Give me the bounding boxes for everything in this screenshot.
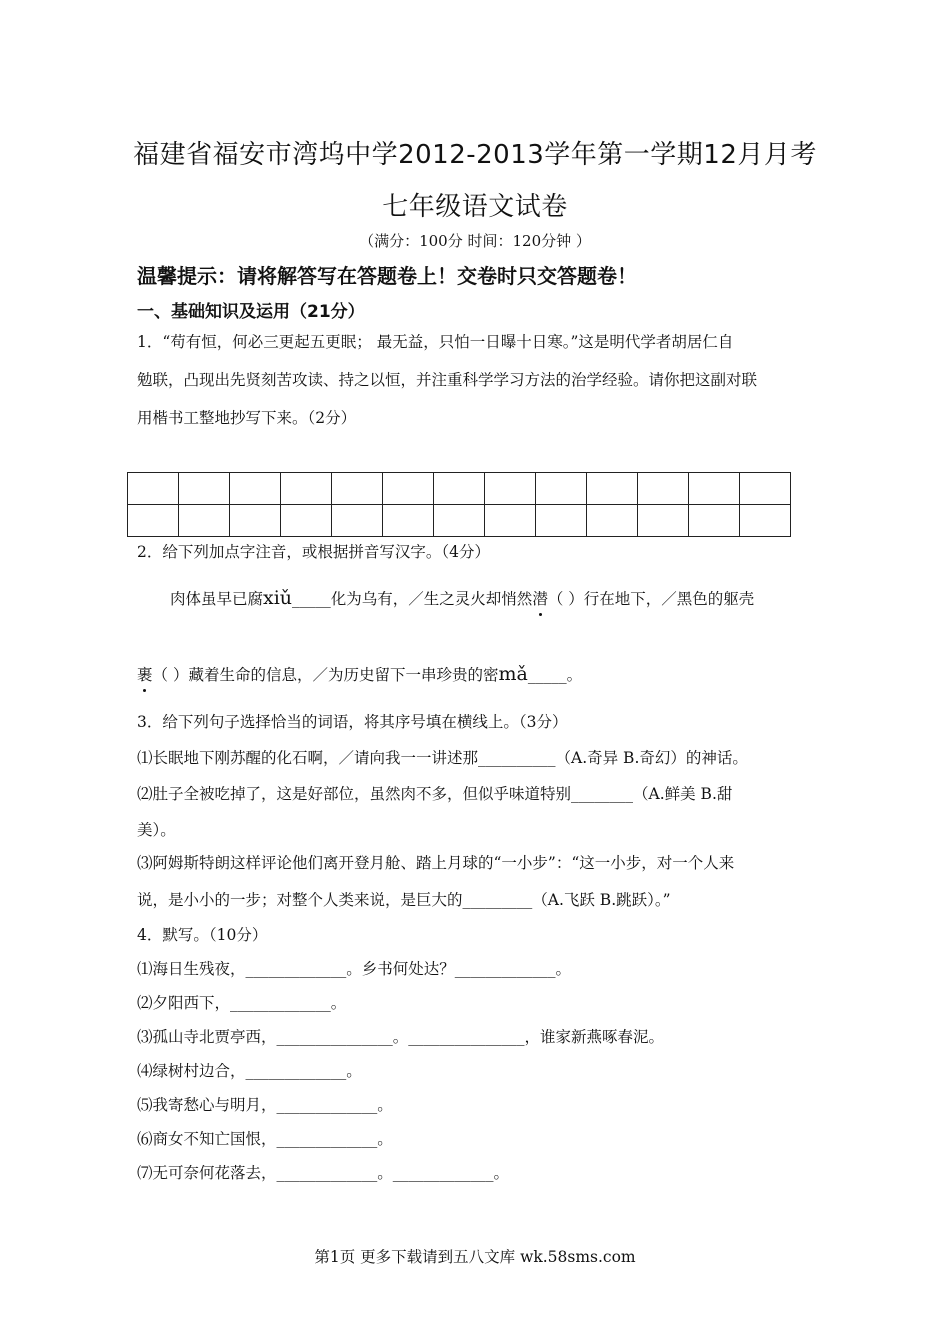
grid-cell[interactable] [689,473,740,505]
grid-cell[interactable] [536,505,587,537]
grid-cell[interactable] [383,505,434,537]
q2-text: （ ）藏着生命的信息，／为历史留下一串珍贵的密 [152,666,499,684]
notice: 温馨提示：请将解答写在答题卷上！交卷时只交答题卷！ [137,264,637,288]
q2-text: _____化为乌有，／生之灵火却悄然 [292,590,533,608]
grid-cell[interactable] [434,473,485,505]
q3-sentence-2a: ⑵肚子全被吃掉了，这是好部位，虽然肉不多，但似乎味道特别________（A.鲜美 B.甜 [137,785,733,803]
q4-item: ⑷绿树村边合，_____________。 [137,1062,362,1080]
q2-text: _____。 [527,666,583,684]
grid-cell[interactable] [281,473,332,505]
q3-prompt: 3．给下列句子选择恰当的词语，将其序号填在横线上。（3分） [137,713,568,731]
grid-cell[interactable] [128,505,179,537]
grid-cell[interactable] [383,473,434,505]
q4-item: ⑵夕阳西下，_____________。 [137,994,347,1012]
grid-cell[interactable] [587,505,638,537]
exam-meta: （满分：100分 时间：120分钟 ） [359,232,591,250]
dotted-char: 潜 [532,590,548,608]
pinyin: xiǔ [263,587,293,609]
q2-text: （ ）行在地下，／黑色的躯壳 [547,590,755,608]
q3-sentence-3b: 说，是小小的一步；对整个人类来说，是巨大的_________（A.飞跃 B.跳跃）。” [137,891,671,909]
q1-line2: 勉联，凸现出先贤刻苦攻读、持之以恒，并注重科学学习方法的治学经验。请你把这副对联 [137,371,758,389]
q3-sentence-3a: ⑶阿姆斯特朗这样评论他们离开登月舱、踏上月球的“一小步”：“这一小步，对一个人来 [137,854,735,872]
grid-cell[interactable] [179,473,230,505]
section-heading: 一、基础知识及运用（21分） [137,302,365,322]
grid-row [128,505,791,537]
grid-cell[interactable] [332,473,383,505]
grid-cell[interactable] [485,505,536,537]
grid-cell[interactable] [485,473,536,505]
grid-cell[interactable] [434,505,485,537]
grid-cell[interactable] [128,473,179,505]
pinyin: mǎ [498,663,528,685]
grid-cell[interactable] [740,505,791,537]
q4-item: ⑹商女不知亡国恨，_____________。 [137,1130,393,1148]
grid-cell[interactable] [740,473,791,505]
dotted-char: 裹 [137,666,153,684]
q2-line-a [170,588,754,609]
grid-cell[interactable] [638,505,689,537]
grid-cell[interactable] [587,473,638,505]
q2-text: 肉体虽早已腐 [170,590,264,608]
q3-sentence-1: ⑴长眠地下刚苏醒的化石啊，／请向我一一讲述那__________（A.奇异 B.奇幻）的神话。 [137,749,748,767]
grid-cell[interactable] [332,505,383,537]
q4-item: ⑺无可奈何花落去，_____________。_____________。 [137,1164,510,1182]
grid-cell[interactable] [638,473,689,505]
q1-line3: 用楷书工整地抄写下来。（2分） [137,409,357,427]
exam-title-line2: 七年级语文试卷 [382,192,568,222]
grid-cell[interactable] [536,473,587,505]
q1-line1: 1．“苟有恒，何必三更起五更眠； 最无益，只怕一日曝十日寒。”这是明代学者胡居仁自 [137,333,734,351]
q4-item: ⑴海日生残夜，_____________。乡书何处达？_____________。 [137,960,572,978]
exam-title-line1: 福建省福安市湾坞中学2012-2013学年第一学期12月月考 [133,140,817,170]
q2-line-b [137,664,582,685]
page-footer: 第1页 更多下载请到五八文库 wk.58sms.com [314,1248,636,1266]
q4-item: ⑸我寄愁心与明月，_____________。 [137,1096,393,1114]
grid-cell[interactable] [230,505,281,537]
grid-cell[interactable] [230,473,281,505]
grid-cell[interactable] [179,505,230,537]
grid-cell[interactable] [689,505,740,537]
q4-prompt: 4．默写。（10分） [137,926,268,944]
grid-row [128,473,791,505]
q4-item: ⑶孤山寺北贾亭西，_______________。_______________，谁家新燕啄春泥。 [137,1028,665,1046]
copy-grid [127,472,791,537]
grid-cell[interactable] [281,505,332,537]
q2-prompt: 2．给下列加点字注音，或根据拼音写汉字。（4分） [137,543,490,561]
q3-sentence-2b: 美）。 [137,821,176,839]
